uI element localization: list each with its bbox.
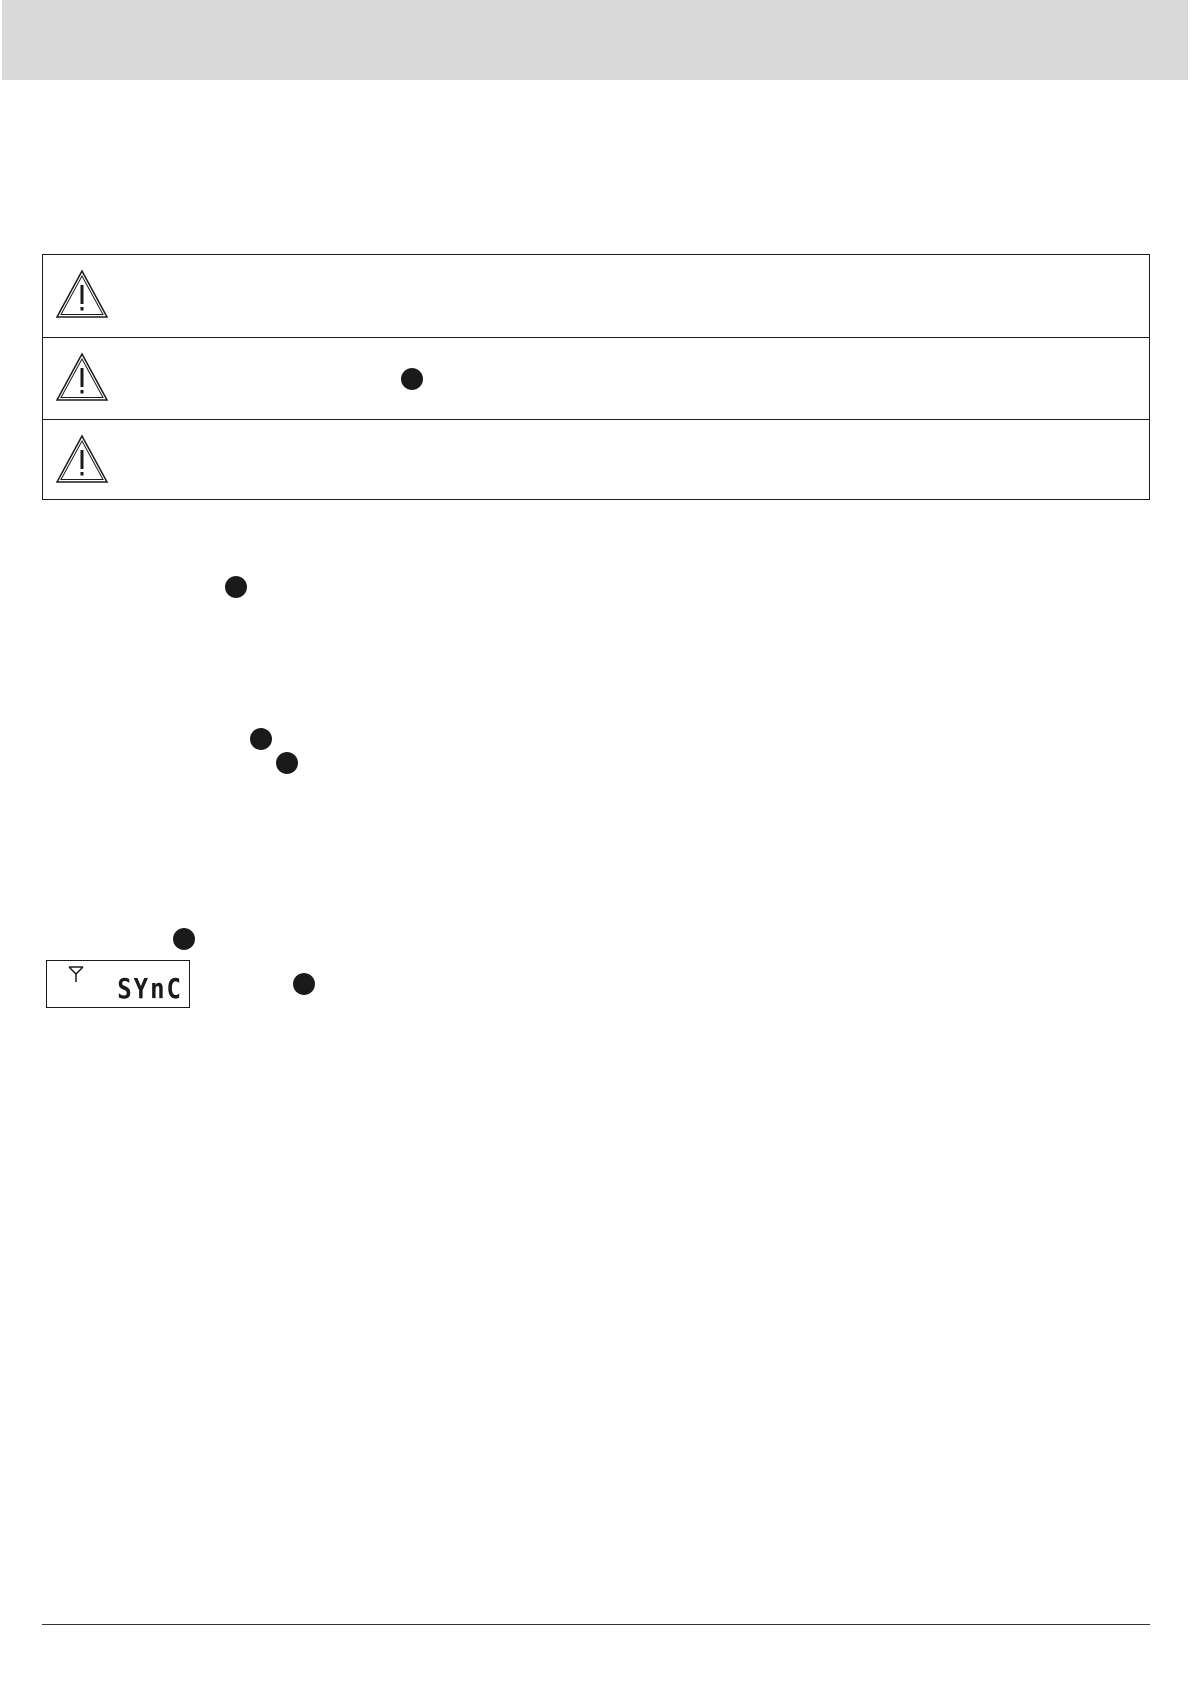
lcd-status-text: SYnC [117,972,183,1005]
warning-row-1 [43,255,1149,337]
warning-row-2 [43,337,1149,420]
antenna-icon [67,965,85,983]
page-header-band [2,0,1188,80]
warning-row-3 [43,419,1149,502]
reference-marker-dot [225,576,247,598]
reference-marker-dot [276,752,298,774]
warning-table [42,254,1150,500]
reference-marker-dot [293,973,315,995]
reference-marker-dot [250,728,272,750]
warning-triangle-icon [55,434,109,484]
reference-marker-dot [401,368,423,390]
warning-triangle-icon [55,352,109,402]
lcd-display [46,960,190,1008]
footer-rule [42,1624,1150,1625]
warning-triangle-icon [55,269,109,319]
reference-marker-dot [173,928,195,950]
